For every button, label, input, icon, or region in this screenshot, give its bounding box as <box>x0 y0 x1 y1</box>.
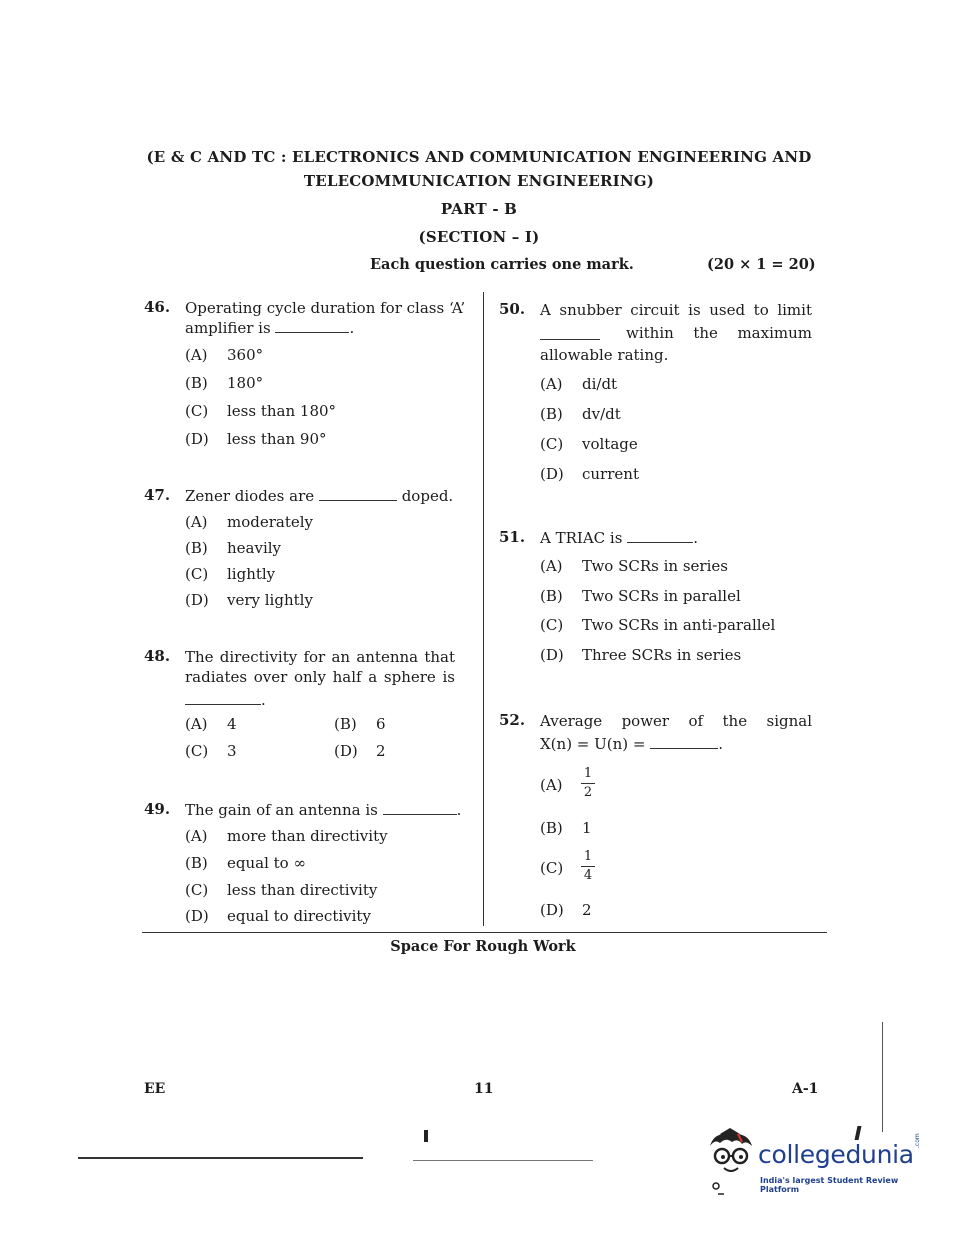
rough-work-label: Space For Rough Work <box>390 938 576 955</box>
option-label: (A) <box>185 827 208 845</box>
option-text: voltage <box>582 435 638 453</box>
option-label: (D) <box>185 591 209 609</box>
question-text-line <box>185 318 354 339</box>
section-title: (SECTION – I) <box>418 228 540 246</box>
option-a <box>185 715 237 733</box>
option-label: (A) <box>185 513 208 531</box>
question-text-line <box>540 734 723 755</box>
logo-tagline: India's largest Student Review Platform <box>760 1176 899 1194</box>
header-line-1: (E & C AND TC : ELECTRONICS AND COMMUNICATION ENGINEERING AND <box>146 148 812 166</box>
marks-scheme: (20 × 1 = 20) <box>707 256 816 273</box>
mascot-icon <box>700 1128 760 1196</box>
option-b <box>334 715 386 733</box>
option-b <box>185 539 281 557</box>
option-label: (D) <box>334 742 358 760</box>
rough-work-divider <box>142 932 827 933</box>
option-a <box>185 513 313 531</box>
answer-blank <box>540 325 600 340</box>
question-end: . <box>261 691 266 709</box>
question-end: . <box>718 735 724 753</box>
option-d <box>185 591 313 609</box>
option-c <box>185 565 275 583</box>
question-text: radiates over only half a sphere is <box>185 668 455 686</box>
scan-mark <box>424 1130 428 1142</box>
option-text: 2 <box>582 901 592 919</box>
option-c <box>540 616 775 634</box>
question-text-line <box>185 486 453 507</box>
option-text: more than directivity <box>227 827 388 845</box>
instruction: Each question carries one mark. <box>370 256 634 273</box>
question-number: 50. <box>499 300 526 318</box>
question-text: A snubber circuit is used to limit <box>540 301 812 319</box>
option-b <box>185 374 263 392</box>
fraction-numerator: 1 <box>583 849 593 864</box>
option-label: (C) <box>540 616 564 634</box>
option-b <box>540 819 592 837</box>
option-text: 6 <box>376 715 386 733</box>
question-text-line <box>540 528 698 549</box>
option-a <box>540 557 728 575</box>
question-text: allowable rating. <box>540 346 669 364</box>
question-text-line <box>185 800 461 821</box>
answer-blank <box>383 800 457 815</box>
option-text: moderately <box>227 513 314 531</box>
answer-blank <box>185 690 261 705</box>
question-end: . <box>349 319 355 337</box>
option-text: 3 <box>227 742 237 760</box>
question-number: 48. <box>144 647 171 665</box>
option-label: (C) <box>185 402 209 420</box>
option-text: less than directivity <box>227 881 378 899</box>
question-text: Zener diodes are <box>185 487 315 505</box>
option-label: (B) <box>540 819 563 837</box>
answer-blank <box>650 734 718 749</box>
question-number: 47. <box>144 486 171 504</box>
option-d <box>334 742 386 760</box>
option-label: (A) <box>185 715 208 733</box>
option-label: (A) <box>540 776 563 794</box>
option-label: (A) <box>540 557 563 575</box>
option-d <box>540 901 592 919</box>
page-number: 11 <box>474 1081 494 1097</box>
fraction-one-quarter <box>581 850 595 883</box>
question-number: 46. <box>144 298 171 316</box>
option-c <box>185 742 237 760</box>
question-text: The directivity for an antenna that <box>185 648 455 666</box>
option-text: dv/dt <box>582 405 621 423</box>
fraction-bar <box>581 783 595 784</box>
fraction-numerator: 1 <box>583 766 593 781</box>
option-c <box>185 881 377 899</box>
header-line-2: TELECOMMUNICATION ENGINEERING) <box>303 172 655 190</box>
option-text: heavily <box>227 539 282 557</box>
option-label: (A) <box>185 346 208 364</box>
fraction-one-half <box>581 767 595 800</box>
option-b <box>540 587 741 605</box>
question-number: 49. <box>144 800 171 818</box>
question-number: 51. <box>499 528 526 546</box>
column-divider <box>483 292 484 926</box>
answer-blank <box>275 318 349 333</box>
option-text: 2 <box>376 742 386 760</box>
option-text: 4 <box>227 715 237 733</box>
logo-domain-suffix: .com <box>914 1133 921 1148</box>
option-text: equal to ∞ <box>227 854 306 872</box>
part-title: PART - B <box>440 200 518 218</box>
question-text: doped. <box>401 487 454 505</box>
question-text-line <box>185 690 266 711</box>
option-label: (D) <box>185 907 209 925</box>
question-end: . <box>456 801 462 819</box>
option-text: 180° <box>227 374 264 392</box>
option-label: (C) <box>540 435 564 453</box>
question-text: Operating cycle duration for class ‘A’ <box>185 299 466 317</box>
option-label: (D) <box>540 465 564 483</box>
booklet-series: A-1 <box>792 1081 819 1097</box>
option-label: (B) <box>334 715 357 733</box>
question-text: A TRIAC is <box>540 529 623 547</box>
option-label: (C) <box>185 881 209 899</box>
option-text: less than 90° <box>227 430 327 448</box>
fraction-denominator: 4 <box>583 868 593 883</box>
option-label: (A) <box>540 375 563 393</box>
option-label: (D) <box>540 646 564 664</box>
option-label: (C) <box>185 742 209 760</box>
option-label: (B) <box>540 405 563 423</box>
option-d <box>185 907 371 925</box>
option-d <box>540 646 741 664</box>
bottom-rule-left <box>78 1157 363 1159</box>
option-label: (C) <box>185 565 209 583</box>
fraction-denominator: 2 <box>583 785 593 800</box>
option-a <box>185 827 388 845</box>
option-label: (B) <box>185 854 208 872</box>
fraction-bar <box>581 866 595 867</box>
margin-line <box>882 1022 883 1132</box>
footer-code: EE <box>144 1081 166 1097</box>
logo-wordmark: collegedunia <box>758 1140 914 1169</box>
option-text: less than 180° <box>227 402 337 420</box>
option-text: equal to directivity <box>227 907 371 925</box>
question-text: within the maximum <box>626 324 812 342</box>
question-end: . <box>693 529 698 547</box>
collegedunia-logo <box>700 1128 920 1198</box>
option-text: 360° <box>227 346 264 364</box>
option-text: lightly <box>227 565 276 583</box>
option-text: Two SCRs in series <box>582 557 728 575</box>
option-label: (C) <box>540 859 564 877</box>
option-text: current <box>582 465 639 483</box>
option-label: (D) <box>185 430 209 448</box>
option-c <box>540 859 582 877</box>
option-b <box>185 854 306 872</box>
option-c <box>540 435 638 453</box>
option-a <box>540 375 617 393</box>
option-text: Two SCRs in parallel <box>582 587 741 605</box>
option-label: (B) <box>540 587 563 605</box>
answer-blank <box>319 486 397 501</box>
bottom-rule-middle <box>413 1160 593 1161</box>
answer-blank <box>627 528 693 543</box>
option-text: Three SCRs in series <box>582 646 742 664</box>
question-text: The gain of an antenna is <box>185 801 378 819</box>
option-d <box>540 465 639 483</box>
option-d <box>185 430 327 448</box>
question-text: X(n) = U(n) = <box>540 735 646 753</box>
option-c <box>185 402 336 420</box>
option-text: di/dt <box>582 375 618 393</box>
question-number: 52. <box>499 711 526 729</box>
question-text: amplifier is <box>185 319 271 337</box>
question-text: Average power of the signal <box>540 712 812 730</box>
option-a <box>540 776 582 794</box>
option-b <box>540 405 621 423</box>
option-label: (D) <box>540 901 564 919</box>
option-text: very lightly <box>227 591 313 609</box>
option-a <box>185 346 263 364</box>
option-label: (B) <box>185 539 208 557</box>
option-text: Two SCRs in anti-parallel <box>582 616 776 634</box>
option-text: 1 <box>582 819 592 837</box>
option-label: (B) <box>185 374 208 392</box>
